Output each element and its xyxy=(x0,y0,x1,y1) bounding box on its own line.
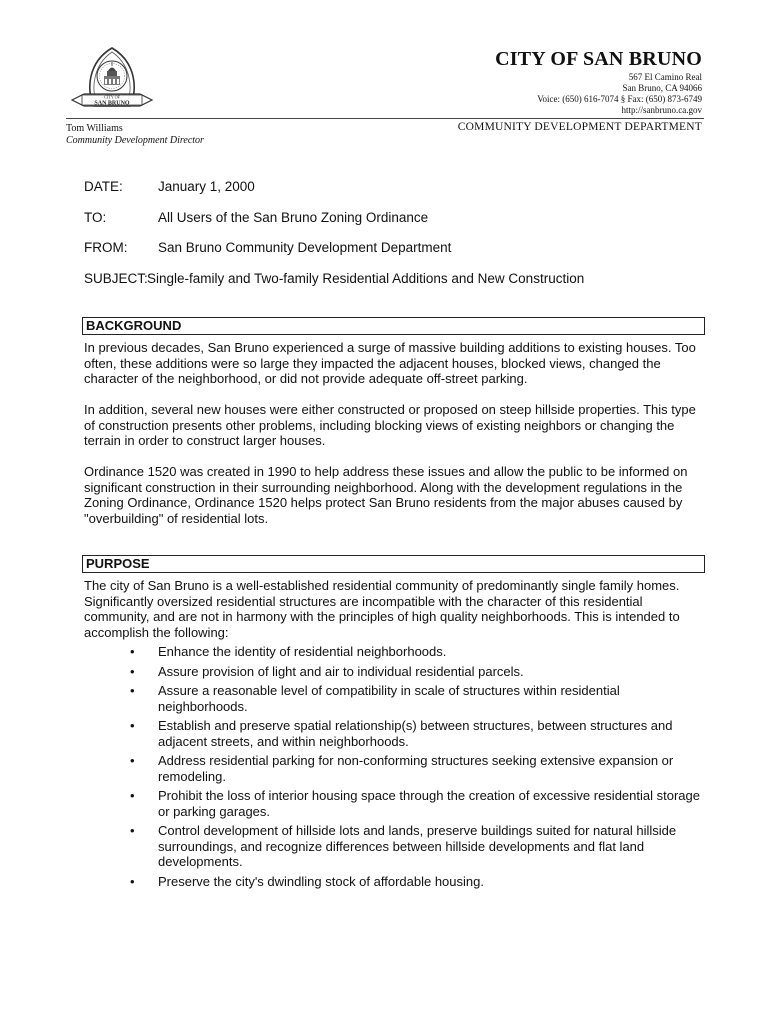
department-name: COMMUNITY DEVELOPMENT DEPARTMENT xyxy=(457,121,702,133)
phone-fax: Voice: (650) 616-7074 § Fax: (650) 873-6749 xyxy=(537,94,702,104)
memo-to-value: All Users of the San Bruno Zoning Ordinance xyxy=(158,210,429,225)
list-item xyxy=(130,823,705,870)
list-item-text: Establish and preserve spatial relationship(s) between structures, between structures and adjacent streets, and within neighborhoods. xyxy=(158,718,673,749)
purpose-section-header xyxy=(82,555,705,573)
memo-date-value: January 1, 2000 xyxy=(158,179,255,194)
list-item xyxy=(130,718,705,749)
city-seal-icon xyxy=(66,40,159,118)
background-section-header xyxy=(82,317,705,335)
purpose-intro: The city of San Bruno is a well-established residential community of predominantly single family homes. Significantly oversized residential structures are incompatible with the character of this residential community, and are not in harmony with the principles of high quality neighborhoods. This is intended to accomplish the following: xyxy=(84,578,680,640)
list-item xyxy=(130,753,705,784)
bullet: • xyxy=(130,718,135,733)
list-item-text: Control development of hillside lots and lands, preserve buildings suited for natural hillside surroundings, and recognize differences between hillside developments and flat land developments. xyxy=(158,823,677,869)
list-item xyxy=(130,683,705,714)
list-item-text: Enhance the identity of residential neighborhoods. xyxy=(158,644,447,659)
svg-text:SAN BRUNO: SAN BRUNO xyxy=(94,100,130,107)
list-item-text: Preserve the city's dwindling stock of affordable housing. xyxy=(158,873,484,889)
background-paragraph: Ordinance 1520 was created in 1990 to help address these issues and allow the public to be informed on significant construction in their surrounding neighborhood. Along with the development regulations in the Zoning Ordinance, Ordinance 1520 helps protect San Bruno residents from the major abuses caused by "overbuilding" of residential lots. xyxy=(84,464,688,526)
purpose-heading: PURPOSE xyxy=(86,556,150,571)
list-item-text: Assure a reasonable level of compatibility in scale of structures within residential neighborhoods. xyxy=(158,683,620,714)
list-item-text: Address residential parking for non-conforming structures seeking extensive expansion or remodeling. xyxy=(158,753,674,784)
bullet: • xyxy=(130,823,135,838)
website-link[interactable]: http://sanbruno.ca.gov xyxy=(621,105,702,115)
list-item-text: Assure provision of light and air to individual residential parcels. xyxy=(158,663,524,679)
bullet: • xyxy=(130,683,135,698)
memo-from-value: San Bruno Community Development Department xyxy=(158,240,452,255)
list-item xyxy=(130,644,705,660)
address-city-state: San Bruno, CA 94066 xyxy=(622,83,702,93)
bullet: • xyxy=(130,663,135,679)
bullet: • xyxy=(130,788,135,803)
svg-text:CITY OF: CITY OF xyxy=(103,94,121,100)
list-item-text: Prohibit the loss of interior housing space through the creation of excessive residential storage or parking garages. xyxy=(158,788,700,819)
background-heading: BACKGROUND xyxy=(86,318,182,333)
memo-subject-value: Single-family and Two-family Residential Additions and New Construction xyxy=(147,271,585,286)
bullet: • xyxy=(130,873,135,889)
memo-to-label: TO: xyxy=(84,210,107,225)
director-name: Tom Williams xyxy=(66,123,123,134)
address-street: 567 El Camino Real xyxy=(628,72,702,82)
bullet: • xyxy=(130,753,135,768)
list-item xyxy=(130,664,705,680)
background-paragraph: In addition, several new houses were either constructed or proposed on steep hillside properties. This type of construction presents other problems, including blocking views of existing neighbors or changing the terrain in order to construct larger houses. xyxy=(84,402,696,448)
memo-subject-label: SUBJECT: xyxy=(84,271,148,286)
purpose-goals-list xyxy=(130,644,705,893)
bullet: • xyxy=(130,644,135,659)
city-name: CITY OF SAN BRUNO xyxy=(495,48,702,70)
memo-from-label: FROM: xyxy=(84,240,128,255)
list-item xyxy=(130,874,705,890)
list-item xyxy=(130,788,705,819)
header-divider xyxy=(66,118,704,119)
background-paragraph: In previous decades, San Bruno experienced a surge of massive building additions to existing houses. Too often, these additions were so large they impacted the adjacent houses, blocked views, changed the character of the neighborhood, or did not provide adequate off-street parking. xyxy=(84,340,696,386)
memo-date-label: DATE: xyxy=(84,179,123,194)
director-title: Community Development Director xyxy=(66,135,204,146)
